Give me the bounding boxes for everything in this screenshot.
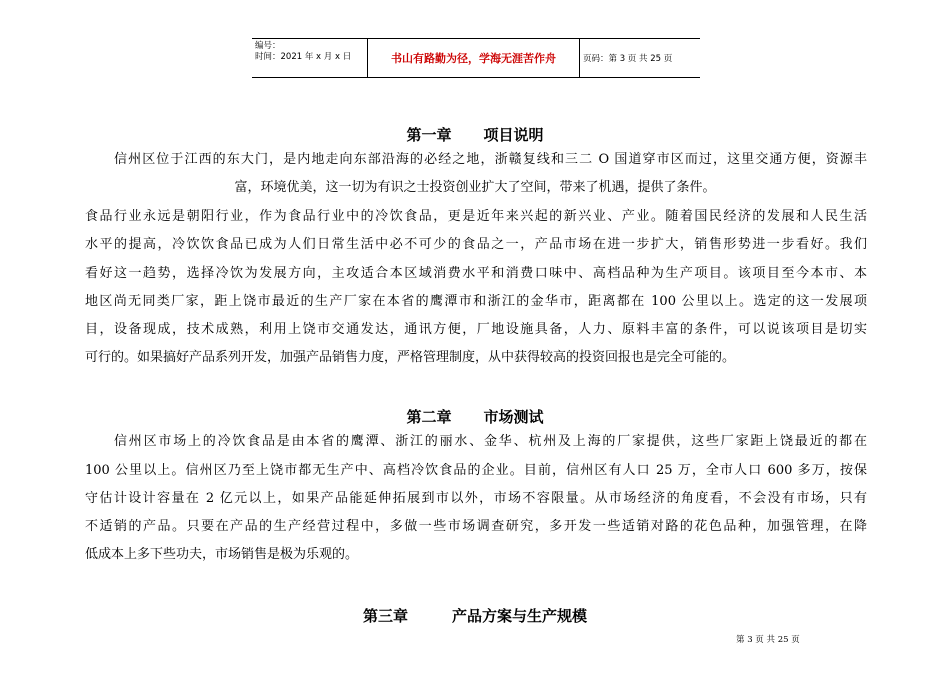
paragraph-line: 守估计设计容量在 2 亿元以上，如果产品能延伸拓展到市以外，市场不容限量。从市场经济的角度看，不会没有市场，只有 bbox=[85, 491, 867, 506]
paragraph-line: 水平的提高，冷饮饮食品已成为人们日常生活中必不可少的食品之一，产品市场在进一步扩大，销售形势进一步看好。我们 bbox=[85, 237, 867, 252]
header-page-info: 页码：第 3 页 共 25 页 bbox=[583, 54, 673, 64]
chapter3-heading bbox=[0, 605, 950, 626]
chapter1-title: 项目说明 bbox=[483, 126, 544, 144]
time-label: 时间：2021 年 x 月 x 日 bbox=[255, 52, 352, 62]
page-footer: 第 3 页 共 25 页 bbox=[736, 635, 800, 645]
paragraph-line: 食品行业永远是朝阳行业，作为食品行业中的冷饮食品，更是近年来兴起的新兴业、产业。随着国民经济的发展和人民生活 bbox=[85, 209, 867, 224]
header-motto: 书山有路勤为径，学海无涯苦作舟 bbox=[368, 39, 580, 77]
number-label: 编号： bbox=[255, 41, 281, 51]
paragraph-line: 目，设备现成，技术成熟，利用上饶市交通发达，通讯方便，厂地设施具备，人力、原料丰富的条件，可以说该项目是切实 bbox=[85, 322, 867, 337]
paragraph-line: 100 公里以上。信州区乃至上饶市都无生产中、高档冷饮食品的企业。目前，信州区有人口 25 万，全市人口 600 多万，按保 bbox=[85, 463, 867, 478]
paragraph-line: 信州区位于江西的东大门，是内地走向东部沿海的必经之地，浙赣复线和三二 O 国道穿市区而过，这里交通方便，资源丰 bbox=[114, 152, 867, 167]
chapter2-number: 第二章 bbox=[406, 408, 452, 426]
paragraph-line: 看好这一趋势，选择冷饮为发展方向，主攻适合本区域消费水平和消费口味中、高档品种为生产项目。该项目至今本市、本 bbox=[85, 266, 867, 281]
chapter1-heading bbox=[0, 124, 950, 145]
paragraph-line: 可行的。如果搞好产品系列开发，加强产品销售力度，严格管理制度，从中获得较高的投资回报也是完全可能的。 bbox=[85, 350, 736, 365]
paragraph-line: 富，环境优美，这一切为有识之士投资创业扩大了空间，带来了机遇，提供了条件。 bbox=[234, 180, 716, 195]
chapter2-title: 市场测试 bbox=[483, 408, 544, 426]
paragraph-line: 低成本上多下些功夫，市场销售是极为乐观的。 bbox=[85, 547, 359, 562]
paragraph-line: 不适销的产品。只要在产品的生产经营过程中，多做一些市场调查研究，多开发一些适销对路的花色品种，加强管理，在降 bbox=[85, 519, 867, 534]
chapter1-number: 第一章 bbox=[406, 126, 452, 144]
paragraph-line: 信州区市场上的冷饮食品是由本省的鹰潭、浙江的丽水、金华、杭州及上海的厂家提供，这些厂家距上饶最近的都在 bbox=[114, 434, 867, 449]
header-info bbox=[252, 39, 368, 77]
chapter3-title: 产品方案与生产规模 bbox=[452, 607, 588, 625]
chapter2-heading bbox=[0, 406, 950, 427]
page-header bbox=[252, 38, 700, 78]
paragraph-line: 地区尚无同类厂家，距上饶市最近的生产厂家在本省的鹰潭市和浙江的金华市，距离都在 100 公里以上。选定的这一发展项 bbox=[85, 294, 867, 309]
chapter3-number: 第三章 bbox=[362, 607, 408, 625]
